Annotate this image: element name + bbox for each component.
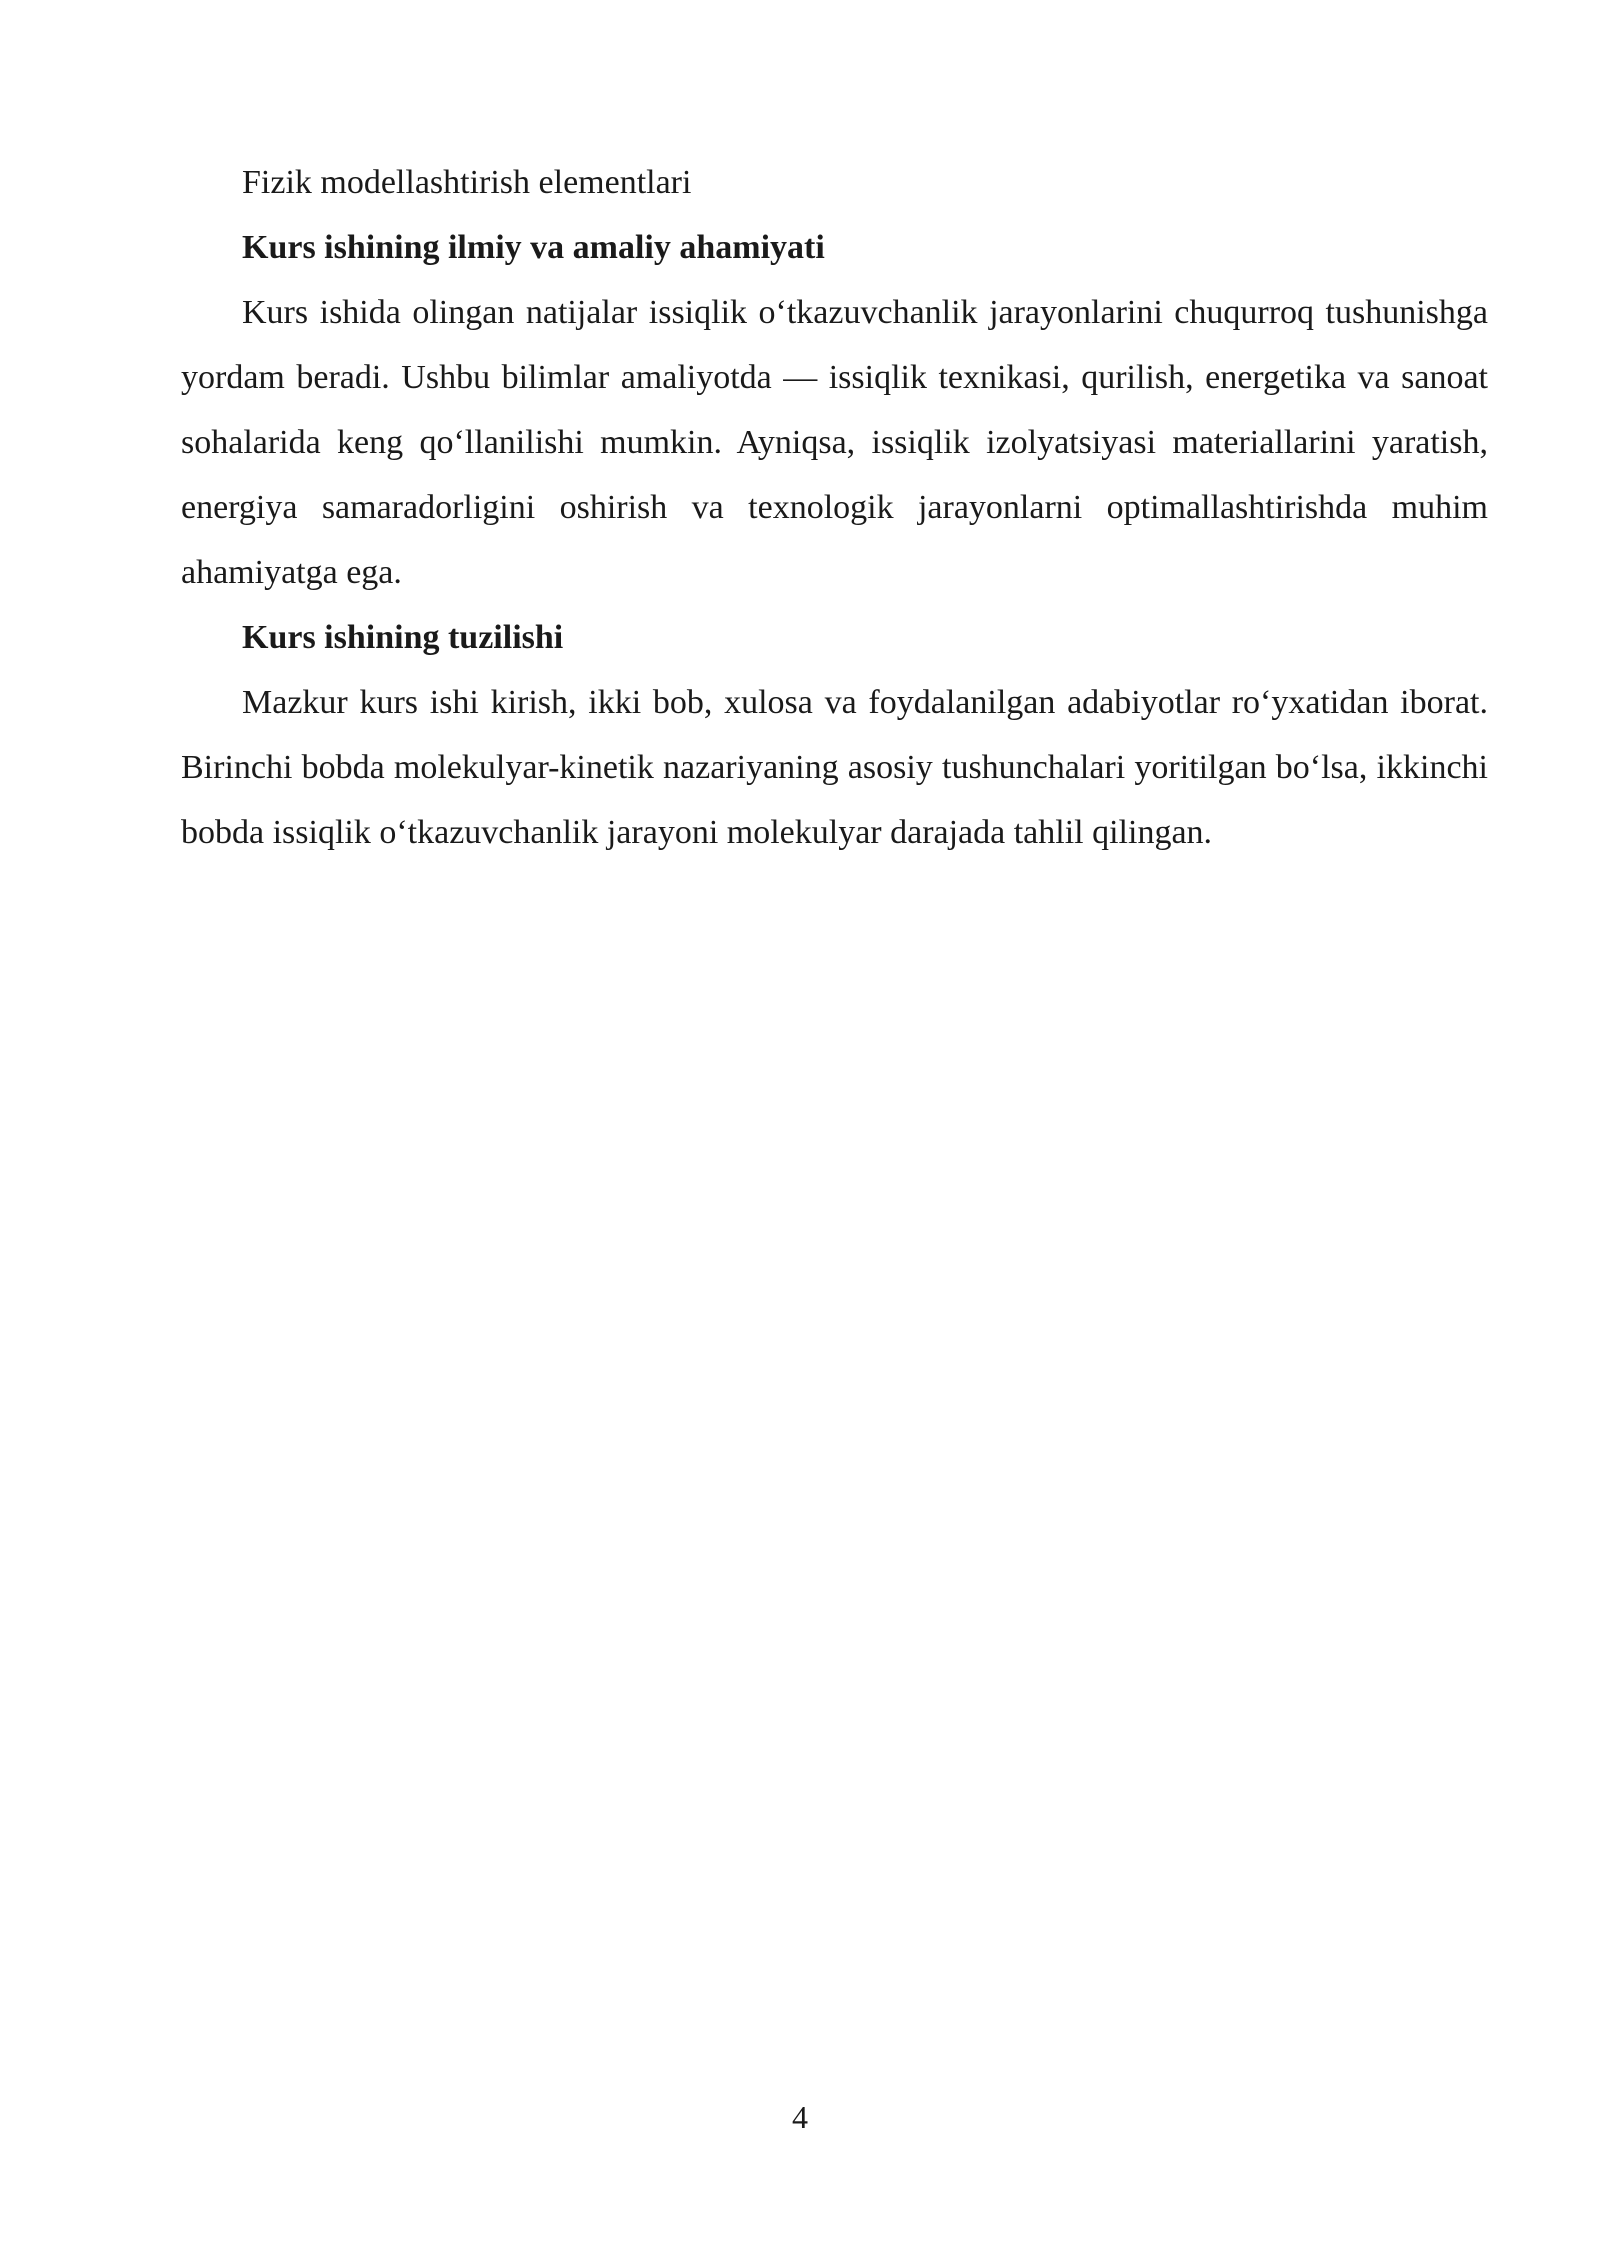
section-heading: Kurs ishining ilmiy va amaliy ahamiyati: [242, 229, 825, 266]
page-number: 4: [792, 2099, 808, 2135]
page-body: [181, 150, 1488, 865]
section-line: Fizik modellashtirish elementlari: [242, 164, 692, 201]
body-paragraph: Mazkur kurs ishi kirish, ikki bob, xulosa va foydalanilgan adabiyotlar ro‘yxatidan iborat. Birinchi bobda molekulyar-kinetik nazariyaning asosiy tushunchalari yoritilgan bo‘lsa, ikkinchi bobda issiqlik o‘tkazuvchanlik jarayoni molekulyar darajada tahlil qilingan.: [181, 684, 1488, 851]
body-paragraph: Kurs ishida olingan natijalar issiqlik o‘tkazuvchanlik jarayonlarini chuqurroq tushunishga yordam beradi. Ushbu bilimlar amaliyotda — issiqlik texnikasi, qurilish, energetika va sanoat sohalarida keng qo‘llanilishi mumkin. Ayniqsa, issiqlik izolyatsiyasi materiallarini yaratish, energiya samaradorligini oshirish va texnologik jarayonlarni optimallashtirishda muhim ahamiyatga ega.: [181, 294, 1488, 591]
section-heading: Kurs ishining tuzilishi: [242, 619, 564, 656]
